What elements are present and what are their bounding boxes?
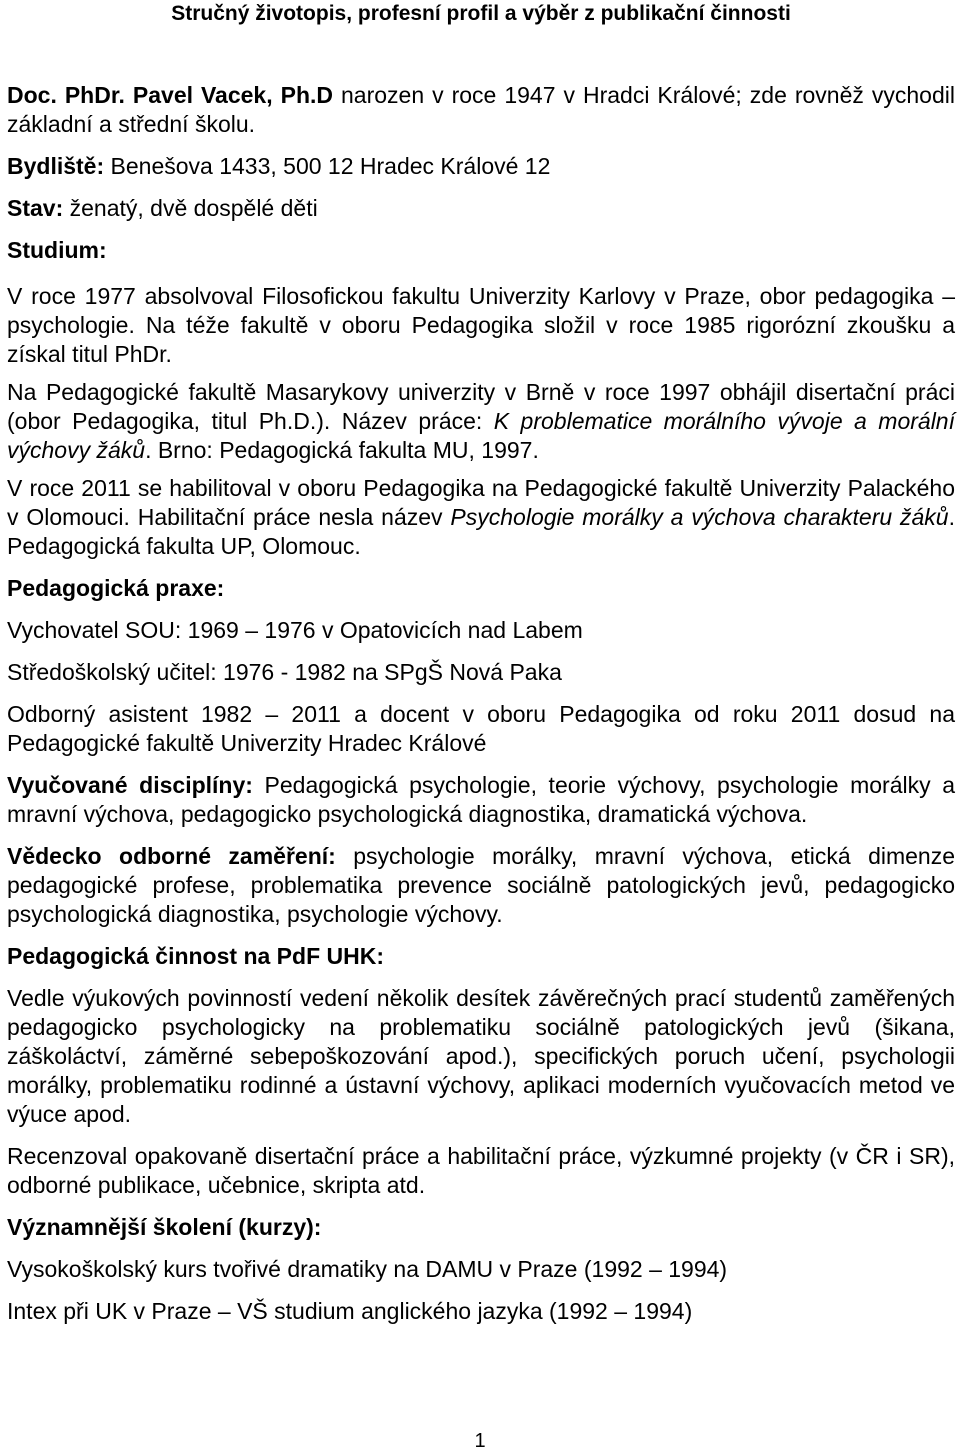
study-p3-text-a: V roce 2011 se habilitoval v oboru Pedagogika na Pedagogické fakultě Univerzity Palackého v Olomouci. Habilitační práce nesla název: [7, 475, 955, 530]
disciplines-label: Vyučované disciplíny:: [7, 772, 253, 798]
residence-label: Bydliště:: [7, 153, 105, 179]
person-name: Doc. PhDr. Pavel Vacek, Ph.D: [7, 82, 333, 108]
practice-heading: Pedagogická praxe:: [7, 575, 225, 601]
study-heading: Studium:: [7, 237, 107, 263]
document-page: [7, 0, 955, 1326]
study-p2-text-a: Na Pedagogické fakultě Masarykovy univerzity v Brně v roce 1997 obhájil disertační práci (obor Pedagogika, titul Ph.D.). Název práce:: [7, 379, 955, 434]
intro-paragraph: [7, 81, 955, 139]
status-value: ženatý, dvě dospělé děti: [63, 195, 318, 221]
study-p3-text-b: . Pedagogická fakulta UP, Olomouc.: [7, 504, 955, 559]
study-paragraph-2: [7, 378, 955, 465]
practice-item-1: Vychovatel SOU: 1969 – 1976 v Opatovicích nad Labem: [7, 617, 583, 643]
activity-heading: Pedagogická činnost na PdF UHK:: [7, 943, 384, 969]
study-paragraph-1: V roce 1977 absolvoval Filosofickou fakultu Univerzity Karlovy v Praze, obor pedagogika – psychologie. Na téže fakultě v oboru Pedagogika složil v roce 1985 rigorózní zkoušku a získal titul PhDr.: [7, 283, 955, 367]
document-title: Stručný životopis, profesní profil a výběr z publikační činnosti: [171, 2, 791, 25]
study-paragraph-3: [7, 474, 955, 561]
practice-item-3: Odborný asistent 1982 – 2011 a docent v oboru Pedagogika od roku 2011 dosud na Pedagogické fakultě Univerzity Hradec Králové: [7, 701, 955, 756]
status-label: Stav:: [7, 195, 64, 221]
training-item-2: Intex při UK v Praze – VŠ studium anglického jazyka (1992 – 1994): [7, 1298, 693, 1324]
status-line: [7, 194, 955, 223]
habilitation-title: Psychologie morálky a výchova charakteru žáků: [450, 504, 949, 530]
intro-text: narozen v roce 1947 v Hradci Králové; zde rovněž vychodil základní a střední školu.: [7, 82, 955, 137]
residence-value: Benešova 1433, 500 12 Hradec Králové 12: [104, 153, 551, 179]
activity-paragraph-2: Recenzoval opakovaně disertační práce a habilitační práce, výzkumné projekty (v ČR i SR), odborné publikace, učebnice, skripta atd.: [7, 1143, 955, 1198]
study-p2-text-b: . Brno: Pedagogická fakulta MU, 1997.: [145, 437, 539, 463]
disciplines-value: Pedagogická psychologie, teorie výchovy, psychologie morálky a mravní výchova, pedagogicko psychologická diagnostika, dramatická výchova.: [7, 772, 955, 827]
residence-line: [7, 152, 955, 181]
research-paragraph: [7, 842, 955, 929]
practice-item-2: Středoškolský učitel: 1976 - 1982 na SPgŠ Nová Paka: [7, 659, 562, 685]
research-value: psychologie morálky, mravní výchova, etická dimenze pedagogické profese, problematika prevence sociálně patologických jevů, pedagogicko psychologická diagnostika, psychologie výchovy.: [7, 843, 956, 927]
research-label: Vědecko odborné zaměření:: [7, 843, 336, 869]
disciplines-paragraph: [7, 771, 955, 829]
activity-paragraph-1: Vedle výukových povinností vedení několik desítek závěrečných prací studentů zaměřených pedagogicko psychologicky na problematiku sociálně patologických jevů (šikana, záškoláctví, záměrné sebepoškozování apod.), specifických poruch učení, psychologii morálky, problematiku rodinné a ústavní výchovy, aplikaci moderních vyučovacích metod ve výuce apod.: [7, 985, 955, 1127]
dissertation-title: K problematice morálního vývoje a morální výchovy žáků: [7, 408, 955, 463]
training-heading: Významnější školení (kurzy):: [7, 1214, 322, 1240]
page-number: 1: [474, 1430, 486, 1452]
training-item-1: Vysokoškolský kurs tvořivé dramatiky na DAMU v Praze (1992 – 1994): [7, 1256, 728, 1282]
